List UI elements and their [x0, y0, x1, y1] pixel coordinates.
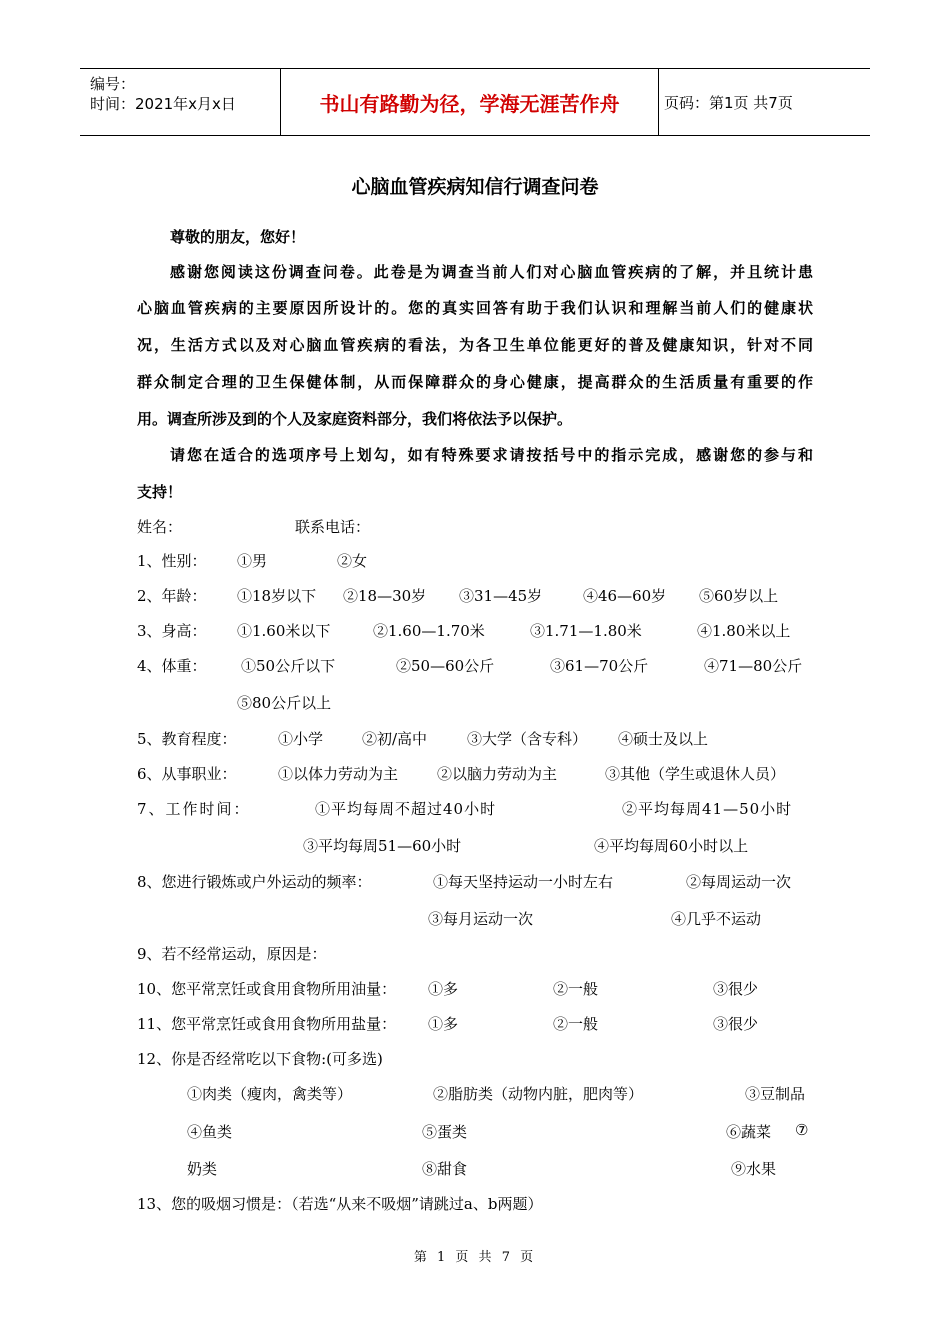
- q8-option[interactable]: ③每月运动一次: [428, 910, 534, 928]
- q3-option[interactable]: ④1.80米以上: [697, 622, 791, 640]
- q7-option[interactable]: ②平均每周41—50小时: [622, 800, 793, 818]
- header-page-label: 页码：第1页 共7页: [664, 93, 793, 112]
- intro-line: 用。调查所涉及到的个人及家庭资料部分，我们将依法予以保护。: [137, 410, 573, 428]
- q2-option[interactable]: ⑤60岁以上: [699, 587, 779, 605]
- header-meta: [80, 69, 281, 135]
- question-11-label: 11、您平常烹饪或食用食物所用盐量：: [137, 1015, 397, 1033]
- q7-option[interactable]: ③平均每周51—60小时: [303, 837, 462, 855]
- q4-option[interactable]: ①50公斤以下: [241, 657, 336, 675]
- page-header: [80, 68, 870, 136]
- question-6-label: 6、从事职业：: [137, 765, 237, 783]
- page-title: 心脑血管疾病知信行调查问卷: [351, 176, 599, 198]
- q12-option[interactable]: ⑨水果: [731, 1160, 777, 1178]
- q12-option[interactable]: ②脂肪类（动物内脏，肥肉等）: [433, 1085, 644, 1103]
- q2-option[interactable]: ①18岁以下: [237, 587, 317, 605]
- q6-option[interactable]: ②以脑力劳动为主: [437, 765, 558, 783]
- q3-option[interactable]: ③1.71—1.80米: [530, 622, 642, 640]
- q4-option[interactable]: ③61—70公斤: [550, 657, 649, 675]
- q10-option[interactable]: ①多: [428, 980, 459, 998]
- intro-line: 群众制定合理的卫生保健体制，从而保障群众的身心健康，提高群众的生活质量有重要的作: [137, 373, 813, 391]
- question-12-label: 12、你是否经常吃以下食物:(可多选): [137, 1050, 383, 1068]
- q3-option[interactable]: ①1.60米以下: [237, 622, 331, 640]
- intro-line: 心脑血管疾病的主要原因所设计的。您的真实回答有助于我们认识和理解当前人们的健康状: [137, 299, 813, 317]
- q4-option[interactable]: ⑤80公斤以上: [237, 694, 332, 712]
- question-3-label: 3、身高：: [137, 622, 207, 640]
- q5-option[interactable]: ②初/高中: [362, 730, 428, 748]
- q12-option[interactable]: ③豆制品: [745, 1085, 806, 1103]
- q5-option[interactable]: ④硕士及以上: [618, 730, 709, 748]
- q1-option[interactable]: ①男: [237, 552, 268, 570]
- q4-option[interactable]: ④71—80公斤: [704, 657, 803, 675]
- question-2-label: 2、年龄：: [137, 587, 207, 605]
- q8-option[interactable]: ②每周运动一次: [686, 873, 792, 891]
- question-10-label: 10、您平常烹饪或食用食物所用油量：: [137, 980, 397, 998]
- instruction-line: 支持！: [137, 483, 183, 501]
- q7-option[interactable]: ④平均每周60小时以上: [594, 837, 749, 855]
- q8-option[interactable]: ④几乎不运动: [671, 910, 762, 928]
- q8-option[interactable]: ①每天坚持运动一小时左右: [433, 873, 614, 891]
- document-number-label: 编号：: [90, 75, 136, 93]
- question-13-label: 13、您的吸烟习惯是：（若选“从来不吸烟”请跳过a、b两题）: [137, 1195, 543, 1213]
- question-8-label: 8、您进行锻炼或户外运动的频率：: [137, 873, 372, 891]
- q4-option[interactable]: ②50—60公斤: [396, 657, 495, 675]
- question-5-label: 5、教育程度：: [137, 730, 237, 748]
- instruction-line: 请您在适合的选项序号上划勾，如有特殊要求请按括号中的指示完成，感谢您的参与和: [170, 446, 813, 464]
- question-9-label: 9、若不经常运动，原因是：: [137, 945, 327, 963]
- page-footer: 第 1 页 共 7 页: [413, 1250, 537, 1265]
- q5-option[interactable]: ①小学: [278, 730, 324, 748]
- q10-option[interactable]: ②一般: [553, 980, 599, 998]
- question-7-label: 7、工作时间：: [137, 800, 251, 818]
- q2-option[interactable]: ②18—30岁: [343, 587, 427, 605]
- name-field-label: 姓名：: [137, 518, 183, 536]
- question-1-label: 1、性别：: [137, 552, 207, 570]
- phone-field-label: 联系电话：: [295, 518, 371, 536]
- q2-option[interactable]: ③31—45岁: [459, 587, 543, 605]
- q6-option[interactable]: ③其他（学生或退休人员）: [605, 765, 786, 783]
- q12-option[interactable]: ⑥蔬菜: [726, 1123, 772, 1141]
- intro-line: 感谢您阅读这份调查问卷。此卷是为调查当前人们对心脑血管疾病的了解，并且统计患: [170, 263, 813, 281]
- q12-option[interactable]: ④鱼类: [187, 1123, 233, 1141]
- q6-option[interactable]: ①以体力劳动为主: [278, 765, 399, 783]
- q12-option[interactable]: 奶类: [187, 1160, 218, 1178]
- q11-option[interactable]: ②一般: [553, 1015, 599, 1033]
- question-4-label: 4、体重：: [137, 657, 207, 675]
- q7-option[interactable]: ①平均每周不超过40小时: [315, 800, 497, 818]
- q3-option[interactable]: ②1.60—1.70米: [373, 622, 485, 640]
- header-motto: 书山有路勤为径，学海无涯苦作舟: [281, 69, 659, 135]
- q12-option[interactable]: ⑧甜食: [422, 1160, 468, 1178]
- q2-option[interactable]: ④46—60岁: [583, 587, 667, 605]
- greeting: 尊敬的朋友，您好！: [170, 228, 306, 246]
- q10-option[interactable]: ③很少: [713, 980, 759, 998]
- q12-option[interactable]: ①肉类（瘦肉，禽类等）: [187, 1085, 353, 1103]
- q12-option[interactable]: ⑤蛋类: [422, 1123, 468, 1141]
- q11-option[interactable]: ①多: [428, 1015, 459, 1033]
- q5-option[interactable]: ③大学（含专科）: [467, 730, 588, 748]
- q12-option[interactable]: ⑦: [795, 1121, 809, 1139]
- q1-option[interactable]: ②女: [337, 552, 368, 570]
- intro-line: 况，生活方式以及对心脑血管疾病的看法，为各卫生单位能更好的普及健康知识，针对不同: [137, 336, 813, 354]
- q11-option[interactable]: ③很少: [713, 1015, 759, 1033]
- document-date-label: 时间：2021年x月x日: [90, 95, 236, 113]
